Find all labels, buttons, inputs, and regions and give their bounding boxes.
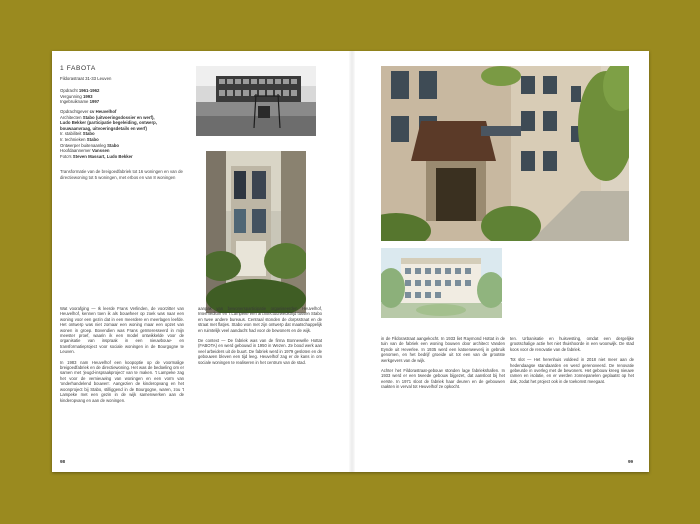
text-column bbox=[198, 306, 322, 370]
credit-row: Foto's Steven Massart, Ludo Bekker bbox=[60, 153, 133, 159]
paragraph: Achter het Fildorastraat-gebouw stonden lage fabriekshallen. In 1933 werd er een tweede gebouw bijgezet, dat aansloot bij het eerste. In 1971 sloot de fabriek haar deuren en de gebouwen raakten in verval tot Heuvelhof ze opkocht. bbox=[381, 368, 505, 390]
credit-row: Ontwerper buitenaanleg Stabo bbox=[60, 142, 120, 148]
text-column bbox=[381, 336, 505, 395]
date-row: Ingebruikname 1997 bbox=[60, 99, 100, 105]
paragraph: Wat voorafging — Ik leerde Frans Verlinden, de voorzitter van Heuvelhof, kennen toen ik als bouwheer op zoek was naar een woning voor een gezin dat in een meerdere en meerlagen leefde. Het ontwerp was niet zomaar een woning maar een opzet van wonen in groep. Bovendien was Frans geïnteresseerd in mijn meester proef, waarin ik een model ontwikkelde voor de organisatie van inspraak in een nieuwbouw- en transformatieproject voor sociale woningen in de Bourgogne te Leuven. bbox=[60, 306, 184, 355]
page-title: 1 FABOTA bbox=[60, 65, 96, 72]
stairwell-courtyard-photo bbox=[206, 151, 306, 313]
date-row: Vergunning 1993 bbox=[60, 93, 93, 99]
credit-row: Ludo Bekker (participatie begeleiding, ontwerp, bouwaanvraag, uitvoeringsdetails en werf) bbox=[60, 120, 157, 131]
paragraph: In 1983 nam Heuvelhof een koopoptie op de voormalige breigoedfabriek en de directiewoning. Het was de bedoeling om er samen met 'jeugd-inspraakproject' van te maken. 't Lampeke zag het voor de vernieuwing van woningen en een vorm van 'onderhandelend bouwen'. Aangezien de kinderopvang en het woonproject bij Stabo, stilliggend in de Bourgogne, waren, zou 't Lampeke met een gezin in de wijk samenwerken aan de kinderopvang en aan de woningen. bbox=[60, 359, 184, 403]
date-row: Opdracht 1961-1962 bbox=[60, 88, 100, 93]
paragraph: ten. Urbanisatie en huisvesting, omdat een dergelijke grootschalige actie het niet thuishoorde in een woonwijk. De stad koos voor de renovatie van de fabriek. bbox=[510, 336, 634, 352]
credit-row: Ir. stabiliteit Stabo bbox=[60, 131, 95, 137]
text-column bbox=[510, 336, 634, 389]
credit-row: Hoofdaannemer Vanssen bbox=[60, 148, 110, 154]
paragraph: aanpak van bewonersparticipatie organiseerden Heuvelhof, Intermedium en 't Lampeke een architectuurwedstrijd tussen Stabo en twee andere bureaus. Centraal stonden de dorpsstraat en de straat met flatjes. Stabo won met zijn ontwerp dat maatschappelijk en ruimtelijk veel aandacht had voor de bewoners en de wijk. bbox=[198, 306, 322, 333]
credit-row: Architecten Stabo (uitvoeringsdossier en werf), bbox=[60, 114, 155, 120]
credits-block bbox=[60, 109, 188, 159]
architectural-rendering bbox=[381, 248, 502, 318]
credit-row: Ir. technieken Stabo bbox=[60, 136, 99, 142]
paragraph: in de Fildorastraat aangekocht. In 1933 liet Raymond Hottat in de tuin van de fabriek een woning bouwen door architect Vanden Eynde uit Heverlee. In 1935 werd een katoenweverij in gebruik genomen, en het bedrijf groeide uit tot een van de grootste werkgevers van de wijk. bbox=[381, 336, 505, 363]
paragraph: De context — De fabriek was van de firma Bonnewelle Hottat (FABOTA) en werd gebouwd in 1950 in Wezen. Ze bood werk aan veel arbeiders uit de buurt. De fabriek werd in 1979 gesloten en de gebouwen bleven een tijd leeg. Heuvelhof zag er de kans in om sociale woningen te realiseren in het centrum van de stad. bbox=[198, 338, 322, 365]
dates-block bbox=[60, 88, 99, 105]
credit-row: Opdrachtgever cv Heuvelhof bbox=[60, 109, 117, 114]
project-summary: Transformatie van de breigoedfabriek tot 16 woningen en van de directiewoning tot 5 woningen, met erbos en van 8 woningen bbox=[60, 169, 183, 180]
page-number-right: 99 bbox=[628, 459, 634, 464]
page-gutter bbox=[349, 51, 355, 472]
text-column bbox=[60, 306, 184, 408]
historic-factory-photo bbox=[196, 66, 316, 136]
residential-building-photo bbox=[381, 66, 629, 241]
address-line: Fildorastraat 31-33 Leuven bbox=[60, 76, 112, 81]
page-number-left: 98 bbox=[60, 459, 66, 464]
paragraph: Tot slot — Het herenhuis voldeed in 2018 niet meer aan de hedendaagse standaarden en werd gerenoveerd. De renovatie gebeurde in overleg met de bewoners. Het gebouw kreeg nieuwe ramen en isolatie, en er werden zonnepanelen geplaatst op het dak, zodat het project ook in de toekomst meegaat. bbox=[510, 357, 634, 384]
book-spread bbox=[52, 51, 649, 472]
